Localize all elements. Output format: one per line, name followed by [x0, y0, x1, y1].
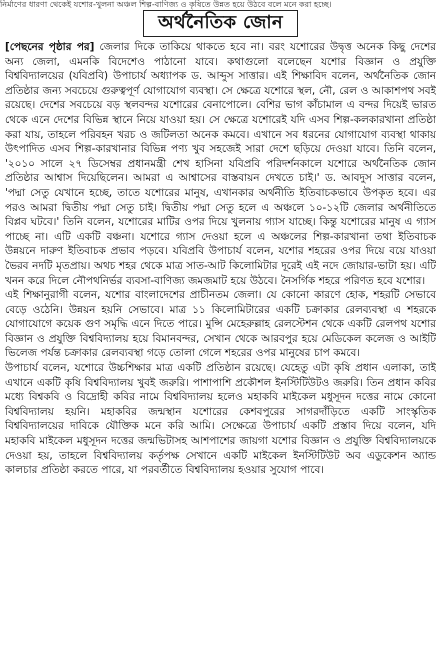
- article-body: [5, 40, 436, 646]
- paragraph-1: [5, 40, 436, 288]
- headline-box: অর্থনৈতিক জোন: [143, 10, 298, 37]
- paragraph-2: এই শিক্ষানুরাগী বলেন, যশোর বাংলাদেশের প্রাচীনতম জেলা। যে কোনো কারণে হোক, শহরটি সেভাবে বেড়ে ওঠেনি। উন্নয়ন হয়নি সেভাবে। মাত্র ১১ কিলোমিটারের একটি চক্রাকার রেলব্যবস্থা এ শহরকে যোগাযোগে কয়েক গুণ সমৃদ্ধি এনে দিতে পারে। মুন্সি মেহেরুল্লাহ রেলস্টেশন থেকে একটি রেলপথ যশোর বিজ্ঞান ও প্রযুক্তি বিশ্ববিদ্যালয় হয়ে বিমানবন্দর, সেখান থেকে আরবপুর হয়ে মেডিকেল কলেজ ও আইটি ভিলেজ পর্যন্ত চক্রাকার রেলব্যবস্থা গড়ে তোলা গেলে শহরের ওপর মানুষের চাপ কমবে।: [5, 289, 436, 360]
- headline-area: [0, 8, 441, 38]
- previous-article-cut-line: নির্মাণের ধারণা থেকেই যশোর-খুলনা অঞ্চল শিল্প-বাণিজ্য ও কৃষিতে উন্নত হয়ে উঠবে বলে মনে করা হচ্ছে।: [0, 0, 332, 9]
- paragraph-3: উপাচার্য বলেন, যশোরে উচ্চশিক্ষার মাত্র একটি প্রতিষ্ঠান রয়েছে। যেহেতু এটা কৃষি প্রধান এলাকা, তাই এখানে একটি কৃষি বিশ্ববিদ্যালয় খুবই জরুরি। পাশাপাশি প্রকৌশল ইনস্টিটিউটও জরুরি। তিন প্রধান কবির মধ্যে বিশ্বকবি ও বিদ্রোহী কবির নামে বিশ্ববিদ্যালয় হলেও মহাকবি মাইকেল মধুসূদন দত্তের নামে কোনো বিশ্ববিদ্যালয় হয়নি। মহাকবির জন্মস্থান যশোরের কেশবপুরের সাগরদাঁড়িতে একটি সাংস্কৃতিক বিশ্ববিদ্যালয়ের দাবিকে যৌক্তিক মনে করি আমি। সেক্ষেত্রে উপাচার্য একটি প্রস্তাব দিয়ে বলেন, যদি মহাকবি মাইকেল মধুসূদন দত্তের জন্মভিটাসহ আশপাশের জায়গা যশোর বিজ্ঞান ও প্রযুক্তি বিশ্ববিদ্যালয়কে দেওয়া হয়, তাহলে বিশ্ববিদ্যালয় কর্তৃপক্ষ সেখানে একটি মাইকেল ইনস্টিটিউট অব এডুকেশন অ্যান্ড কালচার প্রতিষ্ঠা করতে পারে, যা পরবর্তীতে বিশ্ববিদ্যালয় হওয়ার সুযোগ পাবে।: [5, 362, 436, 477]
- paragraph-1-text: জেলার দিকে তাকিয়ে থাকতে হবে না। বরং যশোরের উদ্বৃত্ত অনেক কিছু দেশের অন্য জেলা, এমনকি বিদেশেও পাঠানো যাবে। কথাগুলো বলেছেন যশোর বিজ্ঞান ও প্রযুক্তি বিশ্ববিদ্যালয়ের (যবিপ্রবি) উপাচার্য অধ্যাপক ড. আব্দুস সাত্তার। এই শিক্ষাবিদ বলেন, অর্থনৈতিক জোন প্রতিষ্ঠার জন্য সবচেয়ে গুরুত্বপূর্ণ যোগাযোগ ব্যবস্থা। সে ক্ষেত্রে যশোরে স্থল, নৌ, রেল ও আকাশপথ সবই রয়েছে। দেশের সবচেয়ে বড় স্থলবন্দর যশোরের বেনাপোলে। বেশির ভাগ কাঁচামাল এ বন্দর দিয়েই ভারত থেকে এনে দেশের বিভিন্ন স্থানে নিয়ে যাওয়া হয়। সে ক্ষেত্রে যশোরেই যদি এসব শিল্প-কলকারখানা প্রতিষ্ঠা করা যায়, তাহলে পরিবহন খরচ ও জটিলতা অনেক কমবে। এখানে সব ধরনের যোগাযোগ ব্যবস্থা থাকায় উৎপাদিত এসব শিল্প-কারখানার বিভিন্ন পণ্য খুব সহজেই সারা দেশে ছড়িয়ে দেওয়া যাবে। তিনি বলেন, '২০১০ সালে ২৭ ডিসেম্বর প্রধানমন্ত্রী শেখ হাসিনা যবিপ্রবি পরিদর্শনকালে যশোরে অর্থনৈতিক জোন প্রতিষ্ঠার আশ্বাস দিয়েছিলেন। আমরা এ আশ্বাসের বাস্তবায়ন দেখতে চাই।' ড. আবদুস সাত্তার বলেন, 'পদ্মা সেতু যেখানে হচ্ছে, তাতে যশোরের মানুষ, এখানকার অর্থনীতি ইতিবাচকভাবে উপকৃত হবে। এর পরও আমরা দ্বিতীয় পদ্মা সেতু চাই। দ্বিতীয় পদ্মা সেতু হলে এ অঞ্চলে ১০-১২টি জেলার অর্থনীতিতে বিপ্লব ঘটবে।' তিনি বলেন, যশোরের মাটির ওপর দিয়ে খুলনায় গ্যাস যাচ্ছে। কিন্তু যশোরের মানুষ এ গ্যাস পাচ্ছে না। এটি একটি বঞ্চনা। যশোরে গ্যাস দেওয়া হলে এ অঞ্চলের শিল্প-কারখানা তথা ইতিবাচক উন্নয়নে দারুণ ইতিবাচক প্রভাব পড়বে। যবিপ্রবি উপাচার্য বলেন, যশোর শহরের ওপর দিয়ে বয়ে যাওয়া ভৈরব নদটি মৃতপ্রায়। অথচ শহর থেকে মাত্র সাত-আট কিলোমিটার দূরেই এই নদে জোয়ার-ভাটা হয়। এটি খনন করে দিলে নৌপথনির্ভর ব্যবসা-বাণিজ্য জমজমাট হয়ে উঠবে। নৈসর্গিক শহরে পরিণত হবে যশোর।: [5, 41, 436, 287]
- continuation-tag: [পেছনের পৃষ্ঠার পর]: [5, 41, 95, 53]
